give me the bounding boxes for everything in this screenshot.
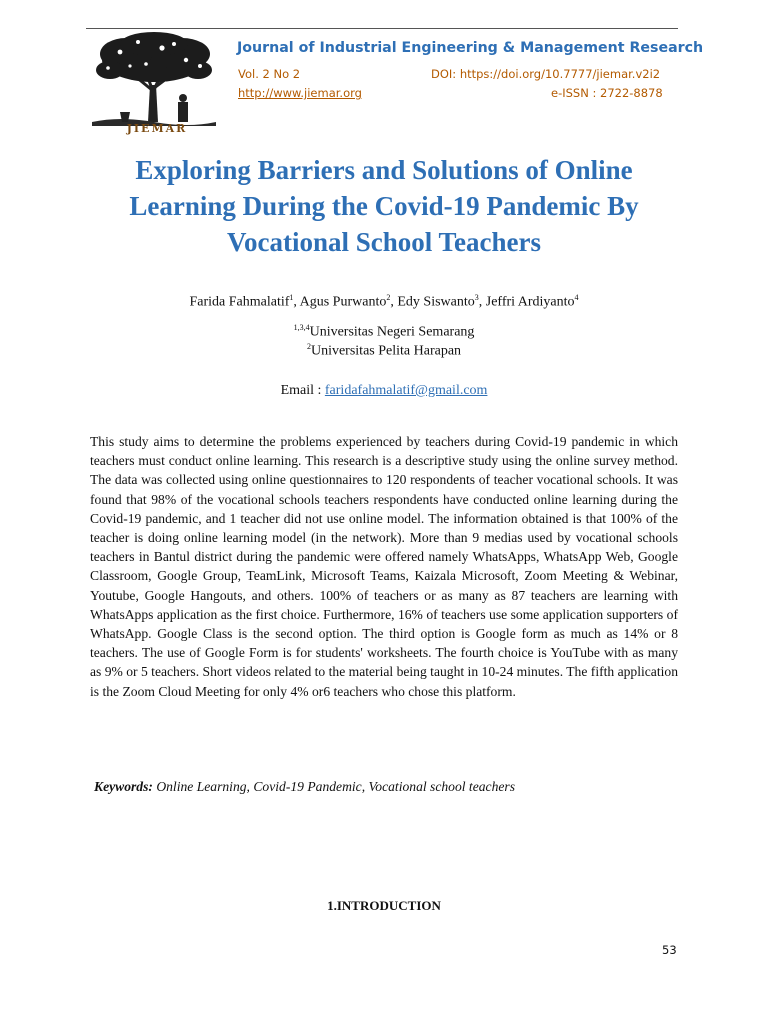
author-sup: 1 (289, 293, 294, 302)
journal-eissn: e-ISSN : 2722-8878 (551, 86, 663, 100)
email-link[interactable]: faridafahmalatif@gmail.com (324, 383, 488, 398)
keywords-label: Keywords: (94, 779, 153, 794)
author-sup: 3 (474, 293, 479, 302)
keywords-line (94, 779, 515, 795)
title-line: Learning During the Covid-19 Pandemic By (129, 191, 639, 221)
affiliation (0, 342, 768, 360)
author-sup: 4 (574, 293, 579, 302)
email-label: Email : (280, 383, 325, 398)
email-line (0, 383, 768, 399)
logo-text: JIEMAR (126, 122, 188, 135)
affiliation-name: Universitas Negeri Semarang (309, 324, 475, 340)
section-heading: 1.INTRODUCTION (327, 898, 441, 913)
author-name: Edy Siswanto (397, 294, 475, 310)
author-sup: 2 (386, 293, 391, 302)
author-name: Agus Purwanto (299, 294, 387, 310)
journal-title: Journal of Industrial Engineering & Management Research (237, 40, 704, 56)
header-rule (86, 28, 678, 29)
author-list: Farida Fahmalatif$^1$, Agus Purwanto$^2$, Edy Siswanto$^3$, Jeffri Ardiyanto$^4$ (189, 293, 579, 310)
keywords-text: Online Learning, Covid-19 Pandemic, Vocational school teachers (156, 779, 515, 794)
journal-doi[interactable]: DOI: https://doi.org/10.7777/jiemar.v2i2 (431, 67, 661, 81)
abstract-text: This study aims to determine the problems experienced by teachers during Covid-19 pandemic in which teachers must conduct online learning. This research is a descriptive study using the online survey method. The data was collected using online questionnaires to 120 respondents of teacher vocational schools. It was found that 98% of the vocational schools teachers respondents have conducted online learning during the Covid-19 pandemic, and 1 teacher did not use online model. The information obtained is that 100% of the teacher is doing online learning model (in the network). More than 9 medias used by vocational schools teachers in Bantul district during the pandemic were offered namely WhatsApps, WhatsApp Web, Google Classroom, Google Group, TeamLink, Microsoft Teams, Kaizala Microsoft, Zoom Meeting & Webinar, Youtube, Google Hangouts, and others. 100% of teachers or as many as 87 teachers are learning with WhatsApps application as the first choice. Furthermore, 16% of teachers use some application supporters of WhatsApp. Google Class is the second option. The third option is Google form as much as 14% or 8 teachers. The use of Google Form is for students' worksheets. The fourth choice is YouTube with as many as 9% or 5 teachers. Short videos related to the material being taught in 10-24 minutes. The fifth application is the Zoom Cloud Meeting for only 4% or6 teachers who chose this platform. (90, 434, 678, 699)
paper-title (60, 152, 708, 260)
affiliation-sup: 1,3,4 (293, 323, 310, 332)
journal-volume: Vol. 2 No 2 (238, 67, 301, 81)
author-name: Farida Fahmalatif (189, 294, 290, 310)
page-number: 53 (662, 943, 677, 957)
journal-url-link[interactable]: http://www.jiemar.org (238, 86, 362, 100)
affiliation-name: Universitas Pelita Harapan (310, 343, 462, 359)
author-name: Jeffri Ardiyanto (485, 294, 575, 310)
title-line: Exploring Barriers and Solutions of Online (135, 155, 633, 185)
affiliation (0, 323, 768, 341)
title-line: Vocational School Teachers (226, 227, 542, 257)
affiliation-sup: 2 (306, 342, 311, 351)
